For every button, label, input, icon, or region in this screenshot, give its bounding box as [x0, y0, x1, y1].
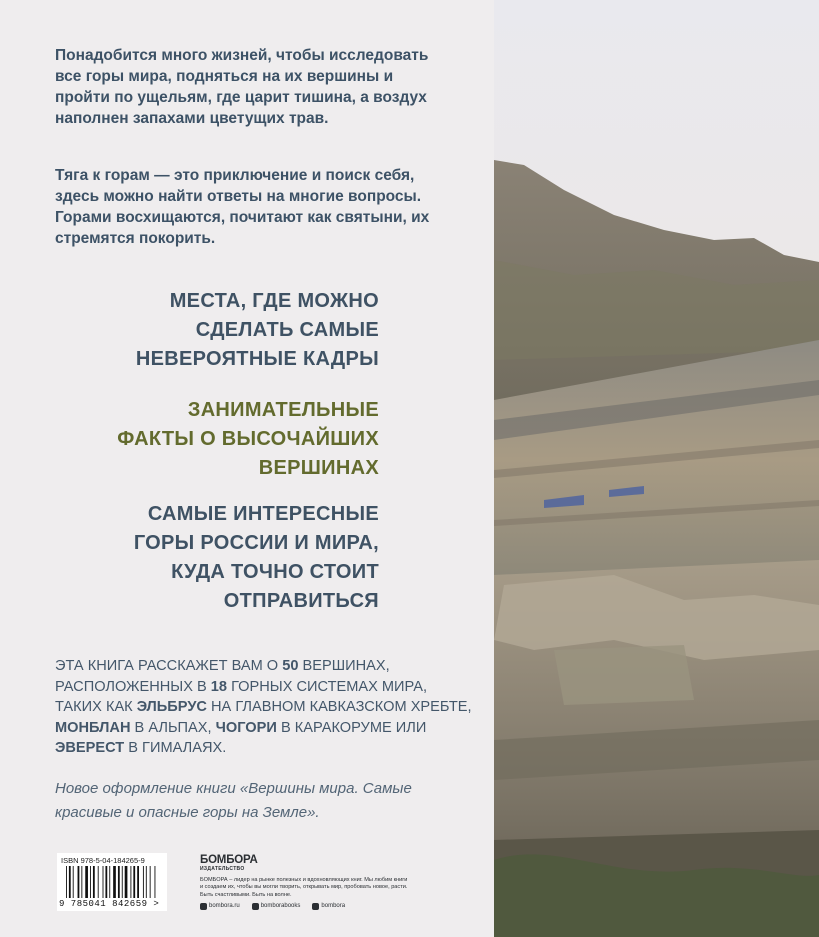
- headline-line: КУДА ТОЧНО СТОИТ: [171, 561, 379, 583]
- publisher-subtitle: ИЗДАТЕЛЬСТВО: [200, 866, 245, 872]
- globe-icon: [200, 903, 207, 910]
- publisher-block: [200, 854, 410, 910]
- headline-line: ЗАНИМАТЕЛЬНЫЕ: [187, 399, 379, 421]
- headline-facts: [117, 396, 379, 483]
- summary-peak: ЭВЕРЕСТ: [55, 740, 125, 756]
- social-label: bombora: [321, 903, 346, 910]
- isbn-label: ISBN 978-5-04-184265-9: [61, 856, 145, 865]
- vk-icon: [252, 903, 259, 910]
- social-link[interactable]: [252, 903, 301, 910]
- headline-line: САМЫЕ ИНТЕРЕСНЫЕ: [147, 503, 379, 525]
- summary-text: ГОРНЫХ СИСТЕМАХ МИРА, ТАКИХ КАК: [55, 678, 428, 715]
- headline-line: ГОРЫ РОССИИ И МИРА,: [133, 532, 379, 554]
- headline-mountains: [134, 500, 379, 616]
- headline-line: ОТПРАВИТЬСЯ: [223, 590, 379, 612]
- summary-text: В ГИМАЛАЯХ.: [124, 740, 227, 756]
- headline-line: ВЕРШИНАХ: [258, 457, 379, 479]
- summary-number: 50: [282, 658, 299, 674]
- summary-text: В АЛЬПАХ,: [130, 719, 216, 736]
- summary-peak: МОНБЛАН: [55, 719, 131, 736]
- social-link[interactable]: [312, 903, 345, 910]
- summary-text: ЭТА КНИГА РАССКАЖЕТ ВАМ О: [55, 658, 283, 674]
- summary-peak: ЭЛЬБРУС: [136, 699, 207, 715]
- publisher-logo: БОМБОРА: [200, 854, 258, 866]
- social-label: bombora.ru: [209, 903, 240, 910]
- summary-peak: ЧОГОРИ: [215, 719, 277, 736]
- isbn-barcode-block: [57, 853, 167, 911]
- intro-paragraph-1: Понадобится много жизней, чтобы исследовать все горы мира, подняться на их вершины и пройти по ущельям, где царит тишина, а воздух наполнен запахами цветущих трав.: [55, 47, 429, 127]
- video-icon: [312, 903, 319, 910]
- publisher-social: [200, 903, 410, 910]
- summary-text: ВЕРШИНАХ, РАСПОЛОЖЕННЫХ В: [55, 658, 390, 695]
- headline-line: СДЕЛАТЬ САМЫЕ: [195, 319, 379, 341]
- headline-line: НЕВЕРОЯТНЫЕ КАДРЫ: [135, 348, 379, 370]
- summary-text: НА ГЛАВНОМ КАВКАЗСКОМ ХРЕБТЕ,: [206, 699, 472, 715]
- cliff-illustration: [494, 0, 819, 937]
- book-summary: [55, 656, 475, 759]
- social-link[interactable]: [200, 903, 240, 910]
- barcode-icon: [66, 866, 158, 900]
- headline-photo-spots: [136, 287, 379, 374]
- intro-paragraph-2: Тяга к горам — это приключение и поиск себя, здесь можно найти ответы на многие вопросы. Горами восхищаются, почитают как святыни, их стремятся покорить.: [55, 167, 430, 247]
- headline-line: ФАКТЫ О ВЫСОЧАЙШИХ: [117, 428, 379, 450]
- mountain-photo: [494, 0, 819, 937]
- headline-line: МЕСТА, ГДЕ МОЖНО: [169, 290, 379, 312]
- social-label: bomborabooks: [260, 903, 301, 910]
- publisher-description: БОМБОРА – лидер на рынке полезных и вдохновляющих книг. Мы любим книги и создаем их, чтобы вы могли творить, открывать мир, пробовать новое, расти. Быть счастливыми. Быть на волне.: [200, 877, 408, 898]
- edition-note: Новое оформление книги «Вершины мира. Самые красивые и опасные горы на Земле».: [55, 780, 412, 821]
- summary-text: В КАРАКОРУМЕ ИЛИ: [276, 719, 427, 736]
- ean-number: 9 785041 842659 >: [59, 899, 160, 909]
- summary-number: 18: [210, 678, 228, 695]
